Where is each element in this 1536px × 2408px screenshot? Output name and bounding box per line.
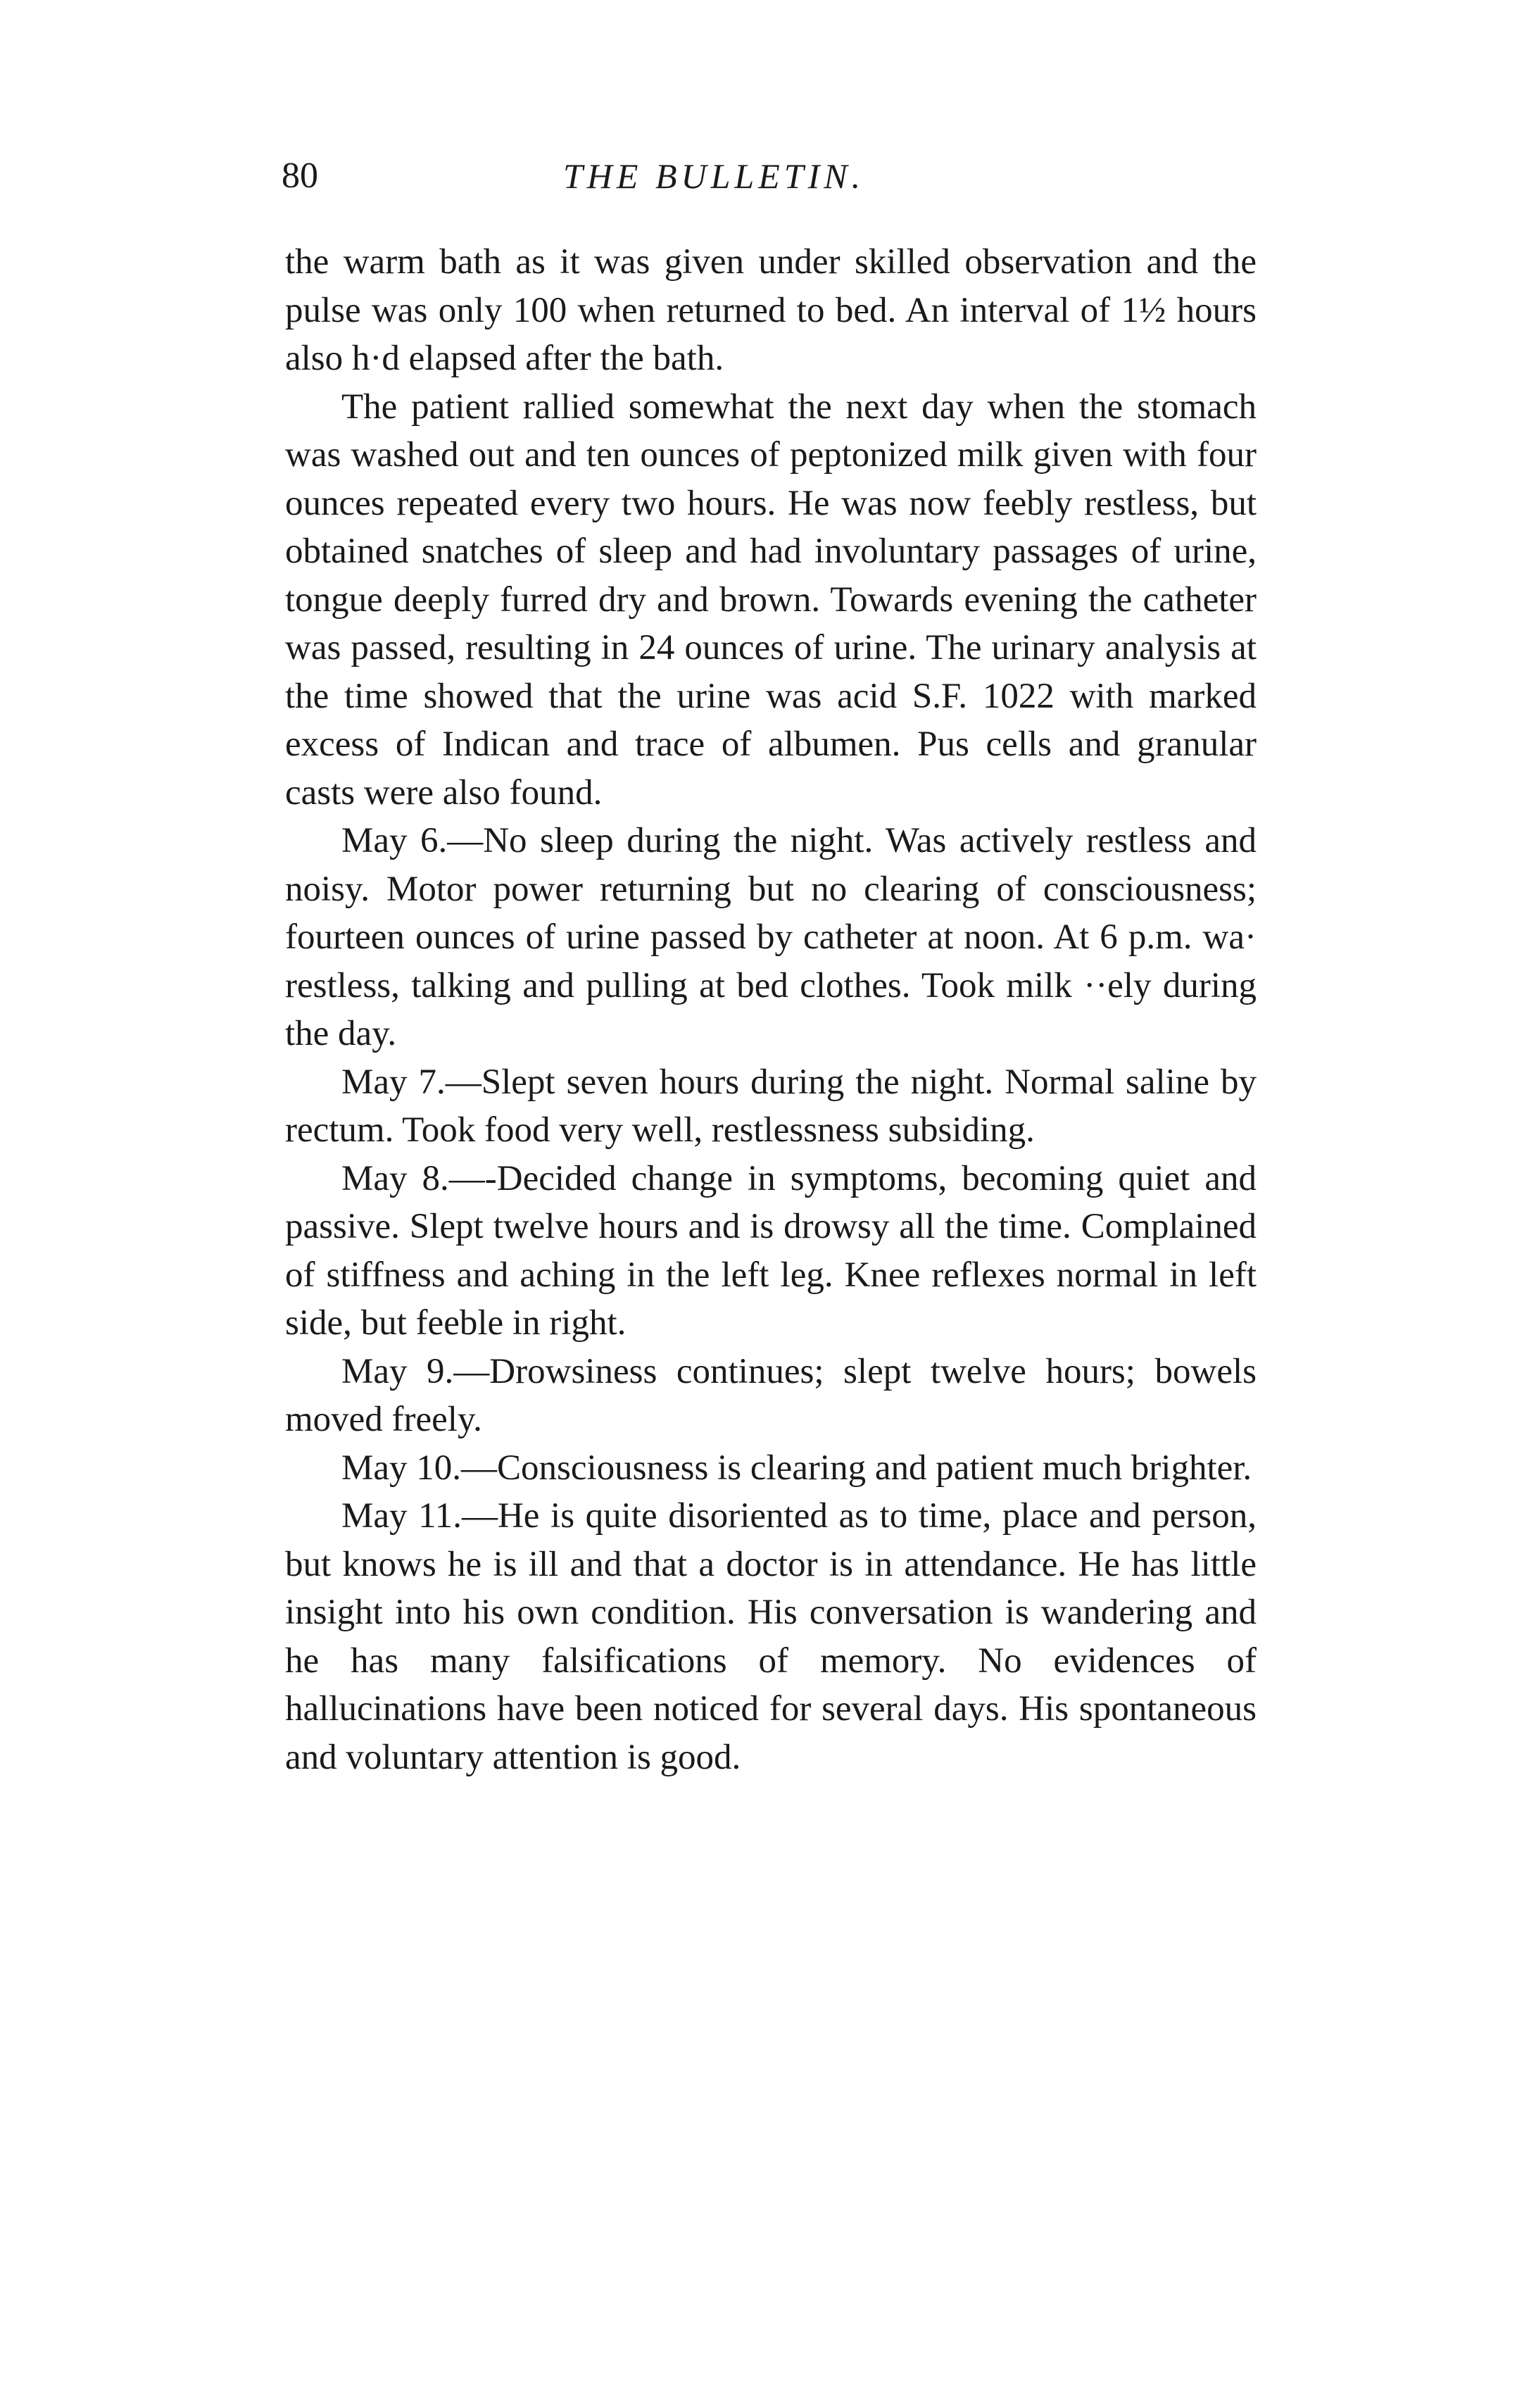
body-text: [285, 238, 1257, 1781]
paragraph-may-10: May 10.—Consciousness is clearing and patient much brighter.: [341, 1448, 1252, 1488]
paragraph-may-6: May 6.—No sleep during the night. Was actively restless and noisy. Motor power returning but no clearing of consciousness; fourteen ounces of urine passed by catheter at noon. At 6 p.m. wa· restless, talking and pulling at bed clothes. Took milk ··ely during the day.: [285, 821, 1257, 1053]
paragraph-may-8: May 8.—-Decided change in symptoms, becoming quiet and passive. Slept twelve hours and is drowsy all the time. Complained of stiffness and aching in the left leg. Knee reflexes normal in left side, but feeble in right.: [285, 1158, 1257, 1343]
running-head: THE BULLETIN.: [563, 156, 865, 196]
paragraph-patient-rallied: The patient rallied somewhat the next day when the stomach was washed out and ten ounces of peptonized milk given with four ounces repeated every two hours. He was now feebly restless, but obtained snatches of sleep and had involuntary passages of urine, tongue deeply furred dry and brown. Towards evening the catheter was passed, resulting in 24 ounces of urine. The urinary analysis at the time showed that the urine was acid S.F. 1022 with marked excess of Indican and trace of albumen. Pus cells and granular casts were also found.: [285, 387, 1257, 813]
paragraph-may-11: May 11.—He is quite disoriented as to time, place and person, but knows he is ill and that a doctor is in attendance. He has little insight into his own condition. His conversation is wandering and he has many falsifications of memory. No evidences of hallucinations have been noticed for several days. His spontaneous and voluntary attention is good.: [285, 1496, 1257, 1777]
paragraph-continued: the warm bath as it was given under skilled observation and the pulse was only 100 when returned to bed. An interval of 1½ hours also h·d elapsed after the bath.: [285, 242, 1257, 378]
page-number: 80: [282, 156, 318, 196]
paragraph-may-7: May 7.—Slept seven hours during the night. Normal saline by rectum. Took food very well, restlessness subsiding.: [285, 1062, 1257, 1150]
page-header: [282, 151, 1267, 201]
paragraph-may-9: May 9.—Drowsiness continues; slept twelve hours; bowels moved freely.: [285, 1351, 1257, 1439]
